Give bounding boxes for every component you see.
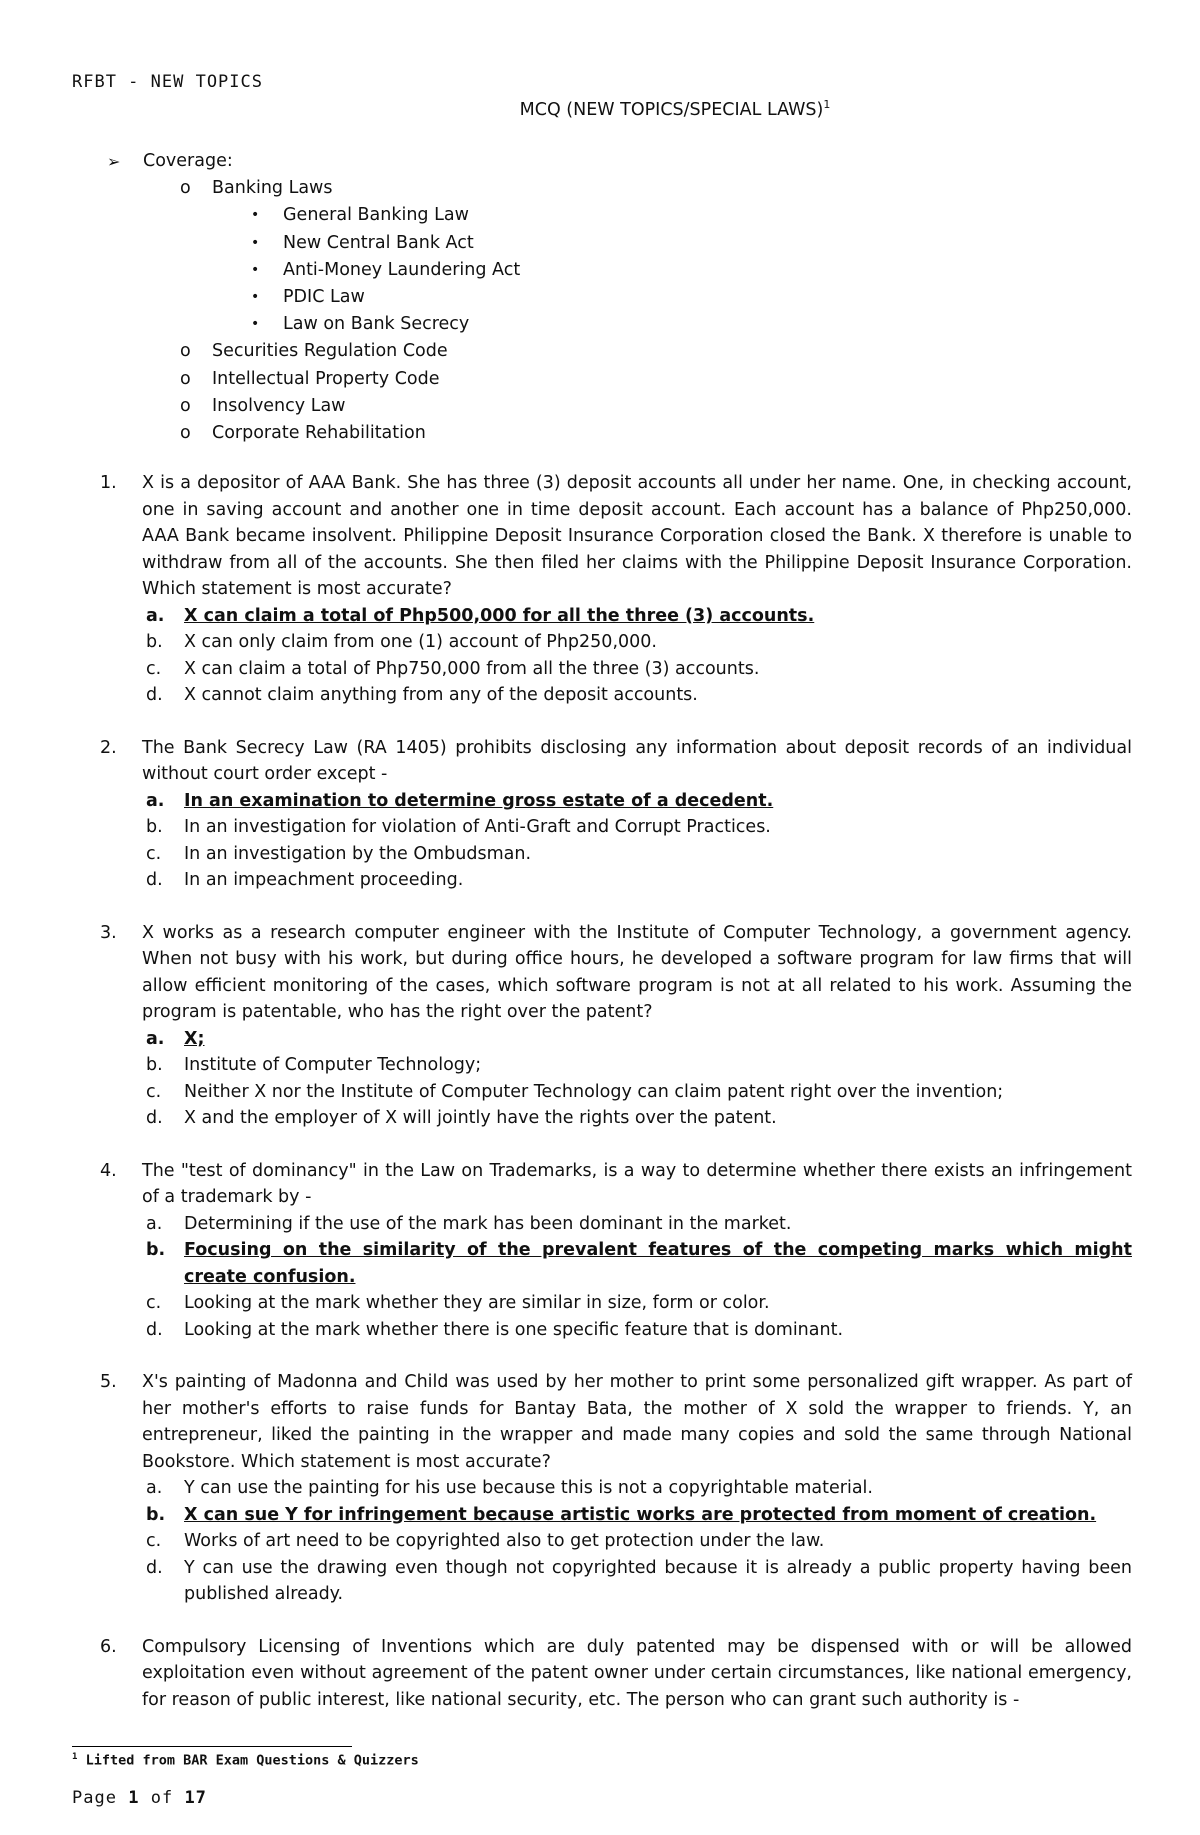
question-text: X is a depositor of AAA Bank. She has three (3) deposit accounts all under her name. One, in checking account, one in saving account and another one in time deposit account. Each account has a balance of Php250,000. AAA Bank became insolvent. Philippine Deposit Insurance Corporation closed the Bank. X therefore is unable to withdraw from all of the accounts. She then filed her claims with the Philippine Deposit Insurance Corporation. Which statement is most accurate? bbox=[142, 473, 1132, 599]
answer-option bbox=[112, 1528, 1132, 1555]
option-letter: c. bbox=[146, 1293, 162, 1313]
running-header: RFBT - NEW TOPICS bbox=[72, 72, 263, 92]
coverage-item bbox=[115, 338, 520, 365]
coverage-subitem bbox=[115, 202, 520, 229]
dot-bullet-icon: • bbox=[251, 289, 260, 306]
option-letter: a. bbox=[146, 1478, 163, 1498]
footnote-mark: 1 bbox=[72, 1752, 78, 1762]
option-text: X and the employer of X will jointly have the rights over the patent. bbox=[184, 1108, 777, 1128]
option-text: X cannot claim anything from any of the deposit accounts. bbox=[184, 685, 698, 705]
answer-option bbox=[112, 656, 1132, 683]
question-item bbox=[100, 470, 1132, 709]
page-title bbox=[0, 98, 1200, 120]
option-letter: a. bbox=[146, 1213, 163, 1234]
coverage-item bbox=[115, 175, 520, 202]
answer-options bbox=[142, 788, 1132, 894]
coverage-subitem-label: New Central Bank Act bbox=[283, 232, 474, 253]
answer-option bbox=[112, 1079, 1132, 1106]
question-item bbox=[100, 1369, 1132, 1608]
option-letter: b. bbox=[146, 1504, 166, 1525]
option-text: X can claim a total of Php750,000 from all the three (3) accounts. bbox=[184, 658, 760, 679]
answer-options bbox=[142, 1475, 1132, 1608]
coverage-item-label: Securities Regulation Code bbox=[212, 341, 448, 362]
coverage-label: Coverage: bbox=[143, 151, 233, 171]
question-item bbox=[100, 1634, 1132, 1714]
option-letter: b. bbox=[146, 817, 163, 837]
question-item bbox=[100, 920, 1132, 1132]
footnote-text: Lifted from BAR Exam Questions & Quizzers bbox=[85, 1752, 419, 1769]
question-item bbox=[100, 735, 1132, 894]
question-list bbox=[100, 470, 1132, 1739]
answer-option bbox=[112, 867, 1132, 894]
option-text: X can sue Y for infringement because artistic works are protected from moment of creation. bbox=[184, 1504, 1097, 1525]
dot-bullet-icon: • bbox=[251, 234, 260, 251]
circle-bullet-icon: o bbox=[180, 178, 191, 199]
option-letter: b. bbox=[146, 632, 163, 652]
option-letter: d. bbox=[146, 1108, 163, 1128]
option-text: Looking at the mark whether there is one specific feature that is dominant. bbox=[184, 1319, 844, 1340]
option-text: Neither X nor the Institute of Computer Technology can claim patent right over the invention; bbox=[184, 1081, 1004, 1102]
coverage-subitem-label: Anti-Money Laundering Act bbox=[283, 259, 521, 280]
option-letter: c. bbox=[146, 658, 162, 679]
coverage-subitem bbox=[115, 284, 520, 311]
answer-option bbox=[112, 629, 1132, 656]
question-number: 5. bbox=[100, 1372, 117, 1392]
footnote-reference: 1 bbox=[823, 98, 831, 111]
option-letter: a. bbox=[146, 790, 165, 811]
question-number: 4. bbox=[100, 1160, 117, 1181]
option-text: In an investigation by the Ombudsman. bbox=[184, 843, 532, 864]
option-text: Focusing on the similarity of the prevalent features of the competing marks which might create confusion. bbox=[184, 1240, 1132, 1287]
coverage-item bbox=[115, 420, 520, 447]
question-text: The "test of dominancy" in the Law on Trademarks, is a way to determine whether there exists an infringement of a trademark by - bbox=[142, 1160, 1132, 1207]
answer-option bbox=[112, 1211, 1132, 1238]
question-number: 1. bbox=[100, 473, 117, 493]
coverage-item bbox=[115, 366, 520, 393]
coverage-item bbox=[115, 393, 520, 420]
answer-options bbox=[142, 1026, 1132, 1132]
dot-bullet-icon: • bbox=[251, 207, 260, 224]
option-text: In an examination to determine gross estate of a decedent. bbox=[184, 790, 774, 811]
page-title-text: MCQ (NEW TOPICS/SPECIAL LAWS) bbox=[519, 99, 824, 120]
coverage-subitem-label: PDIC Law bbox=[283, 287, 365, 308]
question-item bbox=[100, 1158, 1132, 1344]
coverage-item-label: Intellectual Property Code bbox=[212, 368, 440, 389]
answer-option bbox=[112, 841, 1132, 868]
option-text: Determining if the use of the mark has been dominant in the market. bbox=[184, 1213, 792, 1234]
option-letter: a. bbox=[146, 1028, 165, 1049]
page-number: Page 1 of 17 bbox=[72, 1788, 207, 1808]
footnote-divider bbox=[72, 1746, 352, 1747]
answer-option bbox=[112, 788, 1132, 815]
answer-option bbox=[112, 1475, 1132, 1502]
dot-bullet-icon: • bbox=[251, 261, 260, 278]
coverage-subitem bbox=[115, 311, 520, 338]
option-letter: b. bbox=[146, 1240, 166, 1260]
coverage-subitem bbox=[115, 257, 520, 284]
circle-bullet-icon: o bbox=[180, 423, 191, 444]
option-text: X; bbox=[184, 1028, 205, 1049]
option-text: In an investigation for violation of Anti-Graft and Corrupt Practices. bbox=[184, 817, 771, 837]
answer-option bbox=[112, 682, 1132, 709]
dot-bullet-icon: • bbox=[251, 316, 260, 333]
arrow-bullet-icon: ➢ bbox=[107, 152, 121, 171]
question-text: X works as a research computer engineer with the Institute of Computer Technology, a government agency. When not busy with his work, but during office hours, he developed a software program for law firms that will allow efficient monitoring of the cases, which software program is not at all related to his work. Assuming the program is patentable, who has the right over the patent? bbox=[142, 922, 1132, 1022]
option-text: Works of art need to be copyrighted also to get protection under the law. bbox=[184, 1531, 825, 1551]
option-text: In an impeachment proceeding. bbox=[184, 870, 464, 890]
answer-options bbox=[142, 603, 1132, 709]
coverage-section bbox=[107, 148, 521, 447]
answer-option bbox=[112, 1105, 1132, 1132]
coverage-subitem-label: General Banking Law bbox=[283, 205, 469, 226]
footnote bbox=[72, 1752, 419, 1769]
answer-option bbox=[112, 1290, 1132, 1317]
circle-bullet-icon: o bbox=[180, 395, 191, 416]
coverage-list bbox=[115, 175, 520, 447]
answer-option bbox=[112, 1026, 1132, 1053]
answer-option bbox=[112, 1052, 1132, 1079]
coverage-item-label: Banking Laws bbox=[212, 178, 333, 199]
answer-options bbox=[142, 1211, 1132, 1344]
option-text: Y can use the drawing even though not copyrighted because it is already a public property having been published already. bbox=[184, 1557, 1132, 1604]
option-letter: d. bbox=[146, 870, 163, 890]
coverage-item-label: Corporate Rehabilitation bbox=[212, 423, 426, 444]
coverage-item-label: Insolvency Law bbox=[212, 395, 346, 416]
circle-bullet-icon: o bbox=[180, 341, 191, 362]
answer-option bbox=[112, 1555, 1132, 1608]
option-letter: d. bbox=[146, 1557, 163, 1578]
option-letter: b. bbox=[146, 1055, 163, 1075]
circle-bullet-icon: o bbox=[180, 368, 191, 389]
option-text: Looking at the mark whether they are similar in size, form or color. bbox=[184, 1293, 770, 1313]
answer-option bbox=[112, 603, 1132, 630]
answer-option bbox=[112, 814, 1132, 841]
question-number: 2. bbox=[100, 737, 117, 758]
answer-option bbox=[112, 1237, 1132, 1290]
option-text: Y can use the painting for his use because this is not a copyrightable material. bbox=[184, 1478, 873, 1498]
option-text: X can only claim from one (1) account of Php250,000. bbox=[184, 632, 657, 652]
option-letter: c. bbox=[146, 1081, 162, 1102]
question-text: X's painting of Madonna and Child was used by her mother to print some personalized gift wrapper. As part of her mother's efforts to raise funds for Bantay Bata, the mother of X sold the wrapper to friends. Y, an entrepreneur, liked the painting in the wrapper and made many copies and sold the same through National Bookstore. Which statement is most accurate? bbox=[142, 1372, 1132, 1472]
option-letter: c. bbox=[146, 843, 162, 864]
option-letter: c. bbox=[146, 1531, 162, 1551]
option-text: X can claim a total of Php500,000 for all the three (3) accounts. bbox=[184, 605, 815, 626]
option-letter: d. bbox=[146, 1319, 163, 1340]
question-number: 3. bbox=[100, 922, 117, 943]
option-text: Institute of Computer Technology; bbox=[184, 1055, 482, 1075]
question-number: 6. bbox=[100, 1636, 117, 1657]
option-letter: a. bbox=[146, 605, 165, 626]
question-text: The Bank Secrecy Law (RA 1405) prohibits disclosing any information about deposit records of an individual without court order except - bbox=[142, 737, 1132, 784]
coverage-subitem-label: Law on Bank Secrecy bbox=[283, 314, 470, 335]
coverage-subitem bbox=[115, 230, 520, 257]
answer-option bbox=[112, 1502, 1132, 1529]
question-text: Compulsory Licensing of Inventions which are duly patented may be dispensed with or will be allowed exploitation even without agreement of the patent owner under certain circumstances, like national emergency, for reason of public interest, like national security, etc. The person who can grant such authority is - bbox=[142, 1636, 1132, 1710]
option-letter: d. bbox=[146, 685, 163, 705]
answer-option bbox=[112, 1317, 1132, 1344]
